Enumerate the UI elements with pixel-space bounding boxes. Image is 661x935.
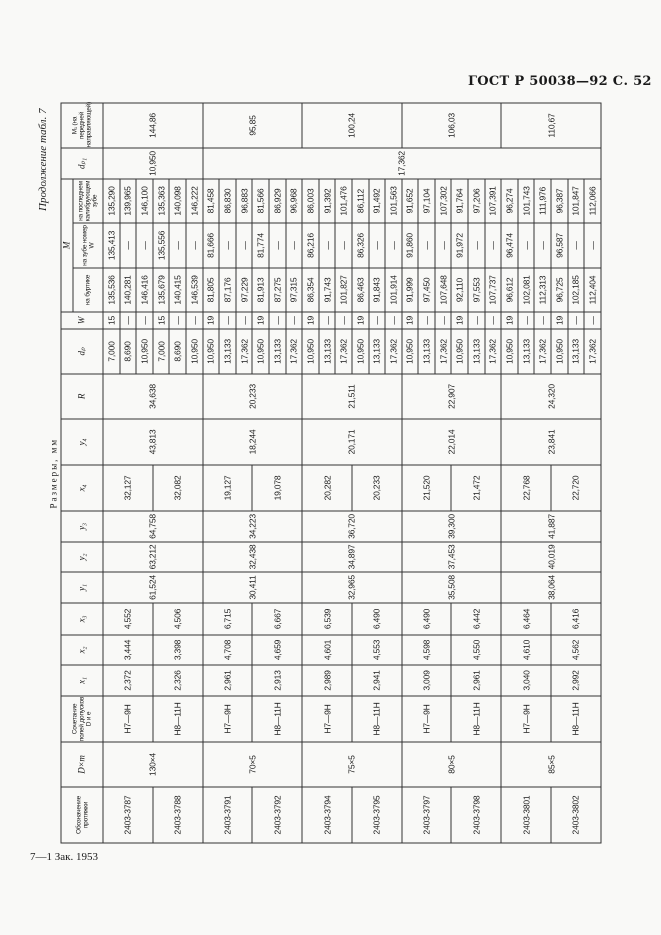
dp-cell: 10,950	[351, 329, 368, 374]
dp-cell: 17,362	[285, 329, 302, 374]
w-cell: 19	[401, 312, 418, 329]
designation-cell: 2403-3801	[501, 787, 551, 843]
header-dp1: dₚ₁	[61, 147, 103, 178]
y3-cell: 41,887	[501, 511, 601, 542]
m-tooth-cell: 81,774	[252, 223, 269, 268]
x4-cell: 22,720	[551, 465, 601, 511]
w-cell: —	[219, 312, 236, 329]
r-cell: 22,907	[401, 374, 501, 419]
m-collar-cell: 140,415	[169, 268, 186, 312]
w-cell: —	[119, 312, 136, 329]
header-m-last: на последнем калибрующем зубе	[73, 178, 103, 222]
table-row	[551, 102, 568, 842]
m-tooth-cell: —	[235, 223, 252, 268]
m-last-cell: 96,968	[285, 178, 302, 222]
m-last-cell: 140,098	[169, 178, 186, 222]
m-collar-cell: 102,185	[567, 268, 584, 312]
m1-cell: 95,85	[202, 102, 302, 147]
w-cell: —	[434, 312, 451, 329]
designation-cell: 2403-3795	[351, 787, 401, 843]
y1-cell: 32,965	[302, 572, 402, 603]
r-cell: 34,638	[103, 374, 203, 419]
x3-cell: 4,506	[152, 603, 202, 635]
y4-cell: 18,244	[202, 419, 302, 465]
m-tooth-cell: —	[567, 223, 584, 268]
x1-cell: 2,992	[551, 665, 601, 696]
m-collar-cell: 112,404	[584, 268, 601, 312]
dp-cell: 13,133	[219, 329, 236, 374]
table-row	[351, 102, 368, 842]
y4-cell: 23,841	[501, 419, 601, 465]
m-last-cell: 91,392	[318, 178, 335, 222]
dp-cell: 17,362	[434, 329, 451, 374]
r-cell: 20,233	[202, 374, 302, 419]
w-cell: —	[136, 312, 153, 329]
m1-cell: 144,86	[103, 102, 203, 147]
m-last-cell: 135,363	[152, 178, 169, 222]
x1-cell: 2,326	[152, 665, 202, 696]
m1-cell: 110,67	[501, 102, 601, 147]
header-tolerance: Сочетание полей допусков D и e	[61, 696, 103, 742]
dp-cell: 7,000	[152, 329, 169, 374]
header-w: W	[61, 312, 103, 329]
m-collar-cell: 87,275	[268, 268, 285, 312]
w-cell: 19	[302, 312, 319, 329]
x1-cell: 3,040	[501, 665, 551, 696]
dp-cell: 17,362	[385, 329, 402, 374]
m-last-cell: 107,391	[484, 178, 501, 222]
m-tooth-cell: 86,326	[351, 223, 368, 268]
dp-cell: 10,950	[401, 329, 418, 374]
x2-cell: 4,598	[401, 635, 451, 665]
m-collar-cell: 97,229	[235, 268, 252, 312]
dm-cell: 75×5	[302, 742, 402, 787]
m-tooth-cell: 81,666	[202, 223, 219, 268]
x2-cell: 3,398	[152, 635, 202, 665]
w-cell: —	[567, 312, 584, 329]
dp-cell: 17,362	[235, 329, 252, 374]
y2-cell: 34,897	[302, 542, 402, 572]
rotated-table-container	[46, 103, 603, 843]
m-collar-cell: 146,539	[185, 268, 202, 312]
x3-cell: 6,464	[501, 603, 551, 635]
x2-cell: 4,553	[351, 635, 401, 665]
dp-cell: 10,950	[202, 329, 219, 374]
table-row	[501, 102, 518, 842]
m-collar-cell: 91,743	[318, 268, 335, 312]
m-collar-cell: 81,805	[202, 268, 219, 312]
m-tooth-cell: —	[136, 223, 153, 268]
header-y4: y₄	[61, 419, 103, 465]
m-tooth-cell: 135,556	[152, 223, 169, 268]
m-tooth-cell: —	[169, 223, 186, 268]
y1-cell: 35,508	[401, 572, 501, 603]
tolerance-cell: H7—9H	[202, 696, 252, 742]
m-tooth-cell: —	[318, 223, 335, 268]
x4-cell: 32,127	[103, 465, 153, 511]
w-cell: 19	[252, 312, 269, 329]
w-cell: —	[468, 312, 485, 329]
dp-cell: 10,950	[185, 329, 202, 374]
page-header: ГОСТ Р 50038—92 С. 52	[468, 74, 652, 89]
x2-cell: 4,708	[202, 635, 252, 665]
m-last-cell: 97,206	[468, 178, 485, 222]
m-last-cell: 91,652	[401, 178, 418, 222]
w-cell: —	[169, 312, 186, 329]
x2-cell: 4,659	[252, 635, 302, 665]
w-cell: —	[418, 312, 435, 329]
dp-cell: 10,950	[136, 329, 153, 374]
x2-cell: 4,550	[451, 635, 501, 665]
w-cell: —	[318, 312, 335, 329]
table-row	[401, 102, 418, 842]
header-x2: x₂	[61, 635, 103, 665]
table-row	[202, 102, 219, 842]
header-m-collar: на буртике	[73, 268, 103, 312]
w-cell: 19	[551, 312, 568, 329]
dm-cell: 130×4	[103, 742, 203, 787]
header-y2: y₂	[61, 542, 103, 572]
dp1-cell: 10,950	[103, 147, 203, 178]
y3-cell: 34,223	[202, 511, 302, 542]
table-row	[252, 102, 269, 842]
m-collar-cell: 91,843	[368, 268, 385, 312]
m-tooth-cell: —	[418, 223, 435, 268]
w-cell: —	[368, 312, 385, 329]
x1-cell: 2,961	[451, 665, 501, 696]
m-collar-cell: 87,176	[219, 268, 236, 312]
m-last-cell: 96,387	[551, 178, 568, 222]
designation-cell: 2403-3791	[202, 787, 252, 843]
m-collar-cell: 97,315	[285, 268, 302, 312]
w-cell: —	[268, 312, 285, 329]
m-last-cell: 107,302	[434, 178, 451, 222]
w-cell: —	[517, 312, 534, 329]
tolerance-cell: H8—11H	[252, 696, 302, 742]
table-row	[152, 102, 169, 842]
m-last-cell: 86,112	[351, 178, 368, 222]
m-tooth-cell: 91,972	[451, 223, 468, 268]
m-last-cell: 139,965	[119, 178, 136, 222]
w-cell: —	[235, 312, 252, 329]
page-footer: 7—1 Зак. 1953	[30, 851, 98, 863]
y3-cell: 64,758	[103, 511, 203, 542]
x3-cell: 6,539	[302, 603, 352, 635]
x4-cell: 19,127	[202, 465, 252, 511]
m-collar-cell: 97,450	[418, 268, 435, 312]
x3-cell: 6,490	[401, 603, 451, 635]
y3-cell: 36,720	[302, 511, 402, 542]
y2-cell: 63,212	[103, 542, 203, 572]
m-tooth-cell: —	[468, 223, 485, 268]
x1-cell: 2,989	[302, 665, 352, 696]
m1-cell: 100,24	[302, 102, 402, 147]
m-tooth-cell: —	[219, 223, 236, 268]
dimensions-group-header: Размеры, мм	[48, 437, 58, 508]
m-last-cell: 146,100	[136, 178, 153, 222]
m1-cell: 106,03	[401, 102, 501, 147]
dp-cell: 10,950	[551, 329, 568, 374]
m-tooth-cell: —	[268, 223, 285, 268]
m-collar-cell: 112,313	[534, 268, 551, 312]
w-cell: 19	[351, 312, 368, 329]
designation-cell: 2403-3802	[551, 787, 601, 843]
designation-cell: 2403-3792	[252, 787, 302, 843]
m-last-cell: 101,563	[385, 178, 402, 222]
m-last-cell: 86,830	[219, 178, 236, 222]
y3-cell: 39,300	[401, 511, 501, 542]
dp-cell: 10,950	[501, 329, 518, 374]
x1-cell: 2,961	[202, 665, 252, 696]
dp-cell: 13,133	[368, 329, 385, 374]
tolerance-cell: H8—11H	[351, 696, 401, 742]
x1-cell: 2,941	[351, 665, 401, 696]
x4-cell: 21,520	[401, 465, 451, 511]
m-tooth-cell: 135,413	[103, 223, 120, 268]
m-tooth-cell: 96,474	[501, 223, 518, 268]
m-last-cell: 112,066	[584, 178, 601, 222]
header-m1: M₁ (на передней направляющей)	[61, 102, 103, 147]
dm-cell: 70×5	[202, 742, 302, 787]
table-body	[103, 102, 601, 842]
m-collar-cell: 140,281	[119, 268, 136, 312]
w-cell: 19	[202, 312, 219, 329]
designation-cell: 2403-3787	[103, 787, 153, 843]
tolerance-cell: H7—9H	[302, 696, 352, 742]
dp-cell: 10,950	[252, 329, 269, 374]
tolerance-cell: H7—9H	[103, 696, 153, 742]
y2-cell: 37,453	[401, 542, 501, 572]
w-cell: 15	[152, 312, 169, 329]
m-collar-cell: 107,648	[434, 268, 451, 312]
header-designation: Обозначение протяжки	[61, 787, 103, 843]
dp-cell: 17,362	[534, 329, 551, 374]
broach-dimensions-table	[60, 102, 601, 843]
table-row	[451, 102, 468, 842]
y2-cell: 32,438	[202, 542, 302, 572]
m-collar-cell: 101,914	[385, 268, 402, 312]
dp-cell: 17,362	[584, 329, 601, 374]
m-last-cell: 81,566	[252, 178, 269, 222]
y4-cell: 20,171	[302, 419, 402, 465]
m-collar-cell: 97,553	[468, 268, 485, 312]
x4-cell: 32,082	[152, 465, 202, 511]
dm-cell: 85×5	[501, 742, 601, 787]
x1-cell: 3,009	[401, 665, 451, 696]
m-last-cell: 91,492	[368, 178, 385, 222]
w-cell: —	[285, 312, 302, 329]
m-tooth-cell: —	[335, 223, 352, 268]
m-tooth-cell: —	[517, 223, 534, 268]
x2-cell: 3,444	[103, 635, 153, 665]
header-x4: x₄	[61, 465, 103, 511]
x1-cell: 2,372	[103, 665, 153, 696]
m-tooth-cell: 86,216	[302, 223, 319, 268]
dp-cell: 13,133	[567, 329, 584, 374]
x4-cell: 21,472	[451, 465, 501, 511]
header-dp: dₚ	[61, 329, 103, 374]
m-collar-cell: 92,110	[451, 268, 468, 312]
y2-cell: 40,019	[501, 542, 601, 572]
x3-cell: 6,715	[202, 603, 252, 635]
table-row	[103, 102, 120, 842]
m-collar-cell: 146,416	[136, 268, 153, 312]
y1-cell: 61,524	[103, 572, 203, 603]
m-tooth-cell: 96,587	[551, 223, 568, 268]
w-cell: —	[584, 312, 601, 329]
x4-cell: 19,078	[252, 465, 302, 511]
table-row	[302, 102, 319, 842]
m-last-cell: 96,274	[501, 178, 518, 222]
header-x1: x₁	[61, 665, 103, 696]
m-tooth-cell: —	[185, 223, 202, 268]
m-collar-cell: 96,612	[501, 268, 518, 312]
w-cell: 15	[103, 312, 120, 329]
m-tooth-cell: —	[119, 223, 136, 268]
dp-cell: 13,133	[318, 329, 335, 374]
dp-cell: 13,133	[468, 329, 485, 374]
m-collar-cell: 86,463	[351, 268, 368, 312]
m-collar-cell: 135,536	[103, 268, 120, 312]
m-tooth-cell: —	[368, 223, 385, 268]
x2-cell: 4,562	[551, 635, 601, 665]
header-dm: D×m	[61, 742, 103, 787]
m-collar-cell: 86,354	[302, 268, 319, 312]
y1-cell: 30,411	[202, 572, 302, 603]
m-last-cell: 146,222	[185, 178, 202, 222]
header-r: R	[61, 374, 103, 419]
m-collar-cell: 102,081	[517, 268, 534, 312]
w-cell: —	[335, 312, 352, 329]
m-last-cell: 81,458	[202, 178, 219, 222]
m-last-cell: 86,929	[268, 178, 285, 222]
dp1-cell: 17,362	[202, 147, 600, 178]
designation-cell: 2403-3794	[302, 787, 352, 843]
m-tooth-cell: —	[385, 223, 402, 268]
m-tooth-cell: —	[434, 223, 451, 268]
x1-cell: 2,913	[252, 665, 302, 696]
m-last-cell: 86,003	[302, 178, 319, 222]
x3-cell: 6,416	[551, 603, 601, 635]
tolerance-cell: H7—9H	[401, 696, 451, 742]
designation-cell: 2403-3797	[401, 787, 451, 843]
y1-cell: 38,064	[501, 572, 601, 603]
m-tooth-cell: —	[285, 223, 302, 268]
y4-cell: 43,813	[103, 419, 203, 465]
x3-cell: 6,490	[351, 603, 401, 635]
r-cell: 21,511	[302, 374, 402, 419]
m-last-cell: 101,476	[335, 178, 352, 222]
m-collar-cell: 81,913	[252, 268, 269, 312]
dp-cell: 10,950	[451, 329, 468, 374]
dp-cell: 13,133	[268, 329, 285, 374]
y4-cell: 22,014	[401, 419, 501, 465]
x4-cell: 22,768	[501, 465, 551, 511]
header-m-tooth: на зубе номер W	[73, 223, 103, 268]
header-x3: x₃	[61, 603, 103, 635]
w-cell: 19	[451, 312, 468, 329]
tolerance-cell: H8—11H	[451, 696, 501, 742]
header-y1: y₁	[61, 572, 103, 603]
w-cell: —	[385, 312, 402, 329]
m-collar-cell: 96,725	[551, 268, 568, 312]
r-cell: 24,320	[501, 374, 601, 419]
w-cell: —	[534, 312, 551, 329]
x3-cell: 6,667	[252, 603, 302, 635]
m-collar-cell: 91,999	[401, 268, 418, 312]
dp-cell: 17,362	[335, 329, 352, 374]
w-cell: 19	[501, 312, 518, 329]
x3-cell: 6,442	[451, 603, 501, 635]
m-tooth-cell: —	[534, 223, 551, 268]
m-collar-cell: 107,737	[484, 268, 501, 312]
designation-cell: 2403-3798	[451, 787, 501, 843]
m-collar-cell: 101,827	[335, 268, 352, 312]
w-cell: —	[484, 312, 501, 329]
m-last-cell: 135,290	[103, 178, 120, 222]
m-tooth-cell: 91,860	[401, 223, 418, 268]
m-tooth-cell: —	[484, 223, 501, 268]
dp-cell: 8,690	[169, 329, 186, 374]
dp-cell: 7,000	[103, 329, 120, 374]
x2-cell: 4,601	[302, 635, 352, 665]
x3-cell: 4,552	[103, 603, 153, 635]
m-last-cell: 97,104	[418, 178, 435, 222]
m-last-cell: 91,764	[451, 178, 468, 222]
header-y3: y₃	[61, 511, 103, 542]
tolerance-cell: H8—11H	[152, 696, 202, 742]
table-continuation-label: Продолжение табл. 7	[37, 108, 49, 211]
m-last-cell: 101,743	[517, 178, 534, 222]
m-last-cell: 96,883	[235, 178, 252, 222]
m-last-cell: 101,847	[567, 178, 584, 222]
x2-cell: 4,610	[501, 635, 551, 665]
tolerance-cell: H8—11H	[551, 696, 601, 742]
x4-cell: 20,282	[302, 465, 352, 511]
w-cell: —	[185, 312, 202, 329]
m-last-cell: 111,976	[534, 178, 551, 222]
header-m: M	[61, 178, 73, 311]
dp-cell: 17,362	[484, 329, 501, 374]
m-tooth-cell: —	[584, 223, 601, 268]
dp-cell: 8,690	[119, 329, 136, 374]
dp-cell: 13,133	[517, 329, 534, 374]
x4-cell: 20,233	[351, 465, 401, 511]
dp-cell: 10,950	[302, 329, 319, 374]
tolerance-cell: H7—9H	[501, 696, 551, 742]
dm-cell: 80×5	[401, 742, 501, 787]
m-collar-cell: 135,679	[152, 268, 169, 312]
dp-cell: 13,133	[418, 329, 435, 374]
designation-cell: 2403-3788	[152, 787, 202, 843]
